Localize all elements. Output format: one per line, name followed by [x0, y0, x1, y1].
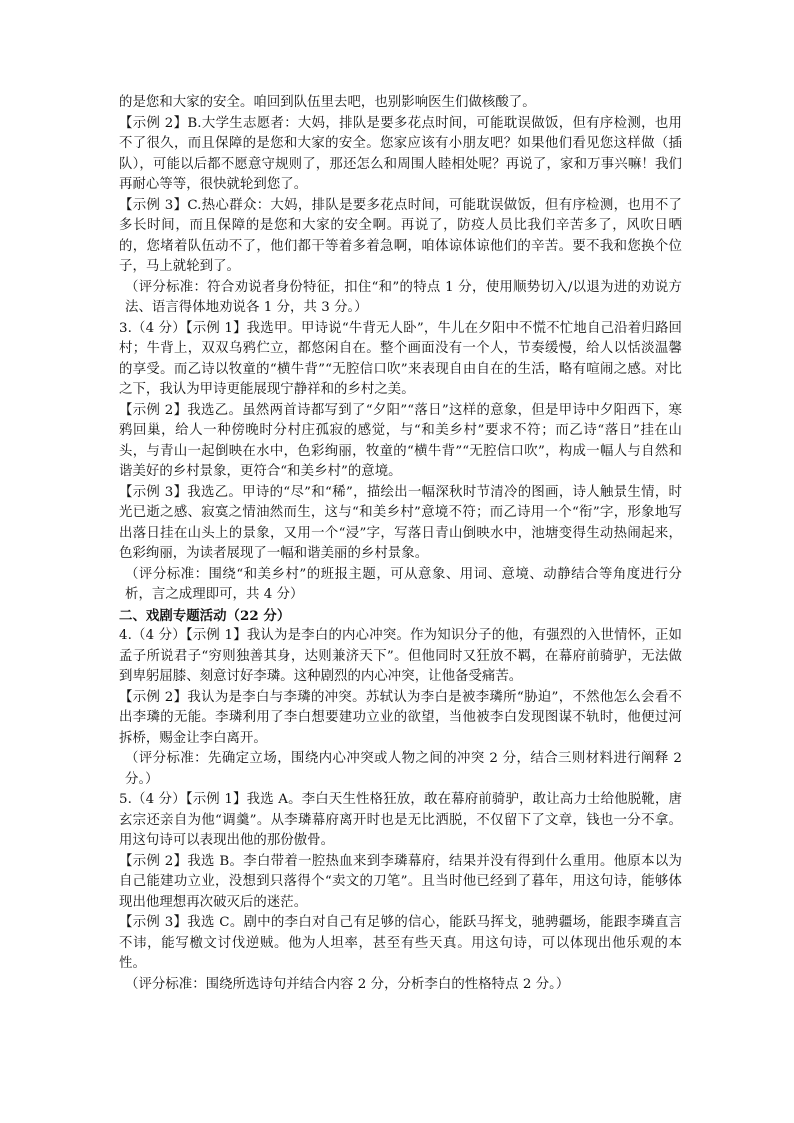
question-5-example-2: 【示例 2】我选 B。李白带着一腔热血来到李璘幕府，结果并没有得到什么重用。他原本以为自己能建功立业，没想到只落得个“卖文的刀笔”。且当时他已经到了暮年，用这句诗，能够体现出他理想再次破灭后的迷茫。: [119, 853, 682, 910]
question-5-example-3: 【示例 3】我选 C。剧中的李白对自己有足够的信心，能跃马挥戈，驰骋疆场，能跟李璘直言不讳，能写檄文讨伐逆贼。他为人坦率，甚至有些天真。用这句诗，可以体现出他乐观的本性。: [119, 915, 682, 971]
scoring-criteria-q4: （评分标准：先确定立场，围绕内心冲突或人物之间的冲突 2 分，结合三则材料进行阐释 2 分。）: [125, 751, 682, 787]
question-4-example-2: 【示例 2】我认为是李白与李璘的冲突。苏轼认为李白是被李璘所“胁迫”，不然他怎么会看不出李璘的无能。李璘利用了李白想要建功立业的欲望，当他被李白发现图谋不轨时，他便过河拆桥，赐金让李白离开。: [119, 689, 682, 746]
scoring-criteria-q2: （评分标准：符合劝说者身份特征，扣住“和”的特点 1 分，使用顺势切入/以退为进的劝说方法、语言得体地劝说各 1 分，共 3 分。）: [125, 279, 682, 315]
example-3-citizen-paragraph: 【示例 3】C.热心群众：大妈，排队是要多花点时间，可能耽误做饭，但有序检测，也用不了多长时间，而且保障的是您和大家的安全啊。再说了，防疫人员比我们辛苦多了，风吹日晒的，您堵着队伍动不了，他们都干等着多着急啊，咱体谅体谅他们的辛苦。要不我和您换个位子，马上就轮到了。: [119, 197, 682, 274]
section-heading-drama: 二、戏剧专题活动（22 分）: [119, 607, 291, 624]
example-2-volunteer-paragraph: 【示例 2】B.大学生志愿者：大妈，排队是要多花点时间，可能耽误做饭，但有序检测，也用不了很久，而且保障的是您和大家的安全。您家应该有小朋友吧？如果他们看见您这样做（插队），可能以后都不愿意守规则了，那还怎么和周围人睦相处呢？再说了，家和万事兴嘛！我们再耐心等等，很快就轮到您了。: [119, 115, 682, 192]
document-page: [119, 93, 682, 995]
scoring-criteria-q3: （评分标准：围绕“和美乡村”的班报主题，可从意象、用词、意境、动静结合等角度进行分析，言之成理即可，共 4 分）: [125, 566, 682, 602]
scoring-criteria-q5: （评分标准：围绕所选诗句并结合内容 2 分，分析李白的性格特点 2 分。）: [125, 976, 570, 992]
question-5-example-1: 5.（4 分）【示例 1】我选 A。李白天生性格狂放，敢在幕府前骑驴，敢让高力士给他脱靴，唐玄宗还亲自为他“调羹”。从李璘幕府离开时也是无比洒脱，不仅留下了文章，钱也一分不拿。用这句诗可以表现出他的那份傲骨。: [119, 792, 682, 848]
question-4-example-1: 4.（4 分）【示例 1】我认为是李白的内心冲突。作为知识分子的他，有强烈的入世情怀，正如孟子所说君子“穷则独善其身，达则兼济天下”。但他同时又狂放不羁，在幕府前骑驴，无法做到卑躬屈膝、刻意讨好李璘。这种剧烈的内心冲突，让他备受痛苦。: [119, 628, 682, 684]
question-3-example-1: 3.（4 分）【示例 1】我选甲。甲诗说“牛背无人卧”，牛儿在夕阳中不慌不忙地自己沿着归路回村；牛背上，双双乌鸦伫立，都悠闲自在。整个画面没有一个人，节奏缓慢，给人以恬淡温馨的享受。而乙诗以牧童的“横牛背”“无腔信口吹”来表现自由自在的生活，略有喧闹之感。对比之下，我认为甲诗更能展现宁静祥和的乡村之美。: [119, 320, 682, 397]
question-3-example-2: 【示例 2】我选乙。虽然两首诗都写到了“夕阳”“落日”这样的意象，但是甲诗中夕阳西下，寒鸦回巢，给人一种傍晚时分村庄孤寂的感觉，与“和美乡村”要求不符；而乙诗“落日”挂在山头，与青山一起倒映在水中，色彩绚丽，牧童的“横牛背”“无腔信口吹”，构成一幅人与自然和谐美好的乡村景象，更符合“和美乡村”的意境。: [119, 402, 682, 479]
question-3-example-3: 【示例 3】我选乙。甲诗的“尽”和“稀”，描绘出一幅深秋时节清冷的图画，诗人触景生情，时光已逝之感、寂寞之情油然而生，这与“和美乡村”意境不符；而乙诗用一个“衔”字，形象地写出落日挂在山头上的景象，又用一个“浸”字，写落日青山倒映水中，池塘变得生动热闹起来，色彩绚丽，为读者展现了一幅和谐美丽的乡村景象。: [119, 484, 682, 561]
answer-paragraph-continuation: 的是您和大家的安全。咱回到队伍里去吧，也别影响医生们做核酸了。: [119, 95, 536, 110]
